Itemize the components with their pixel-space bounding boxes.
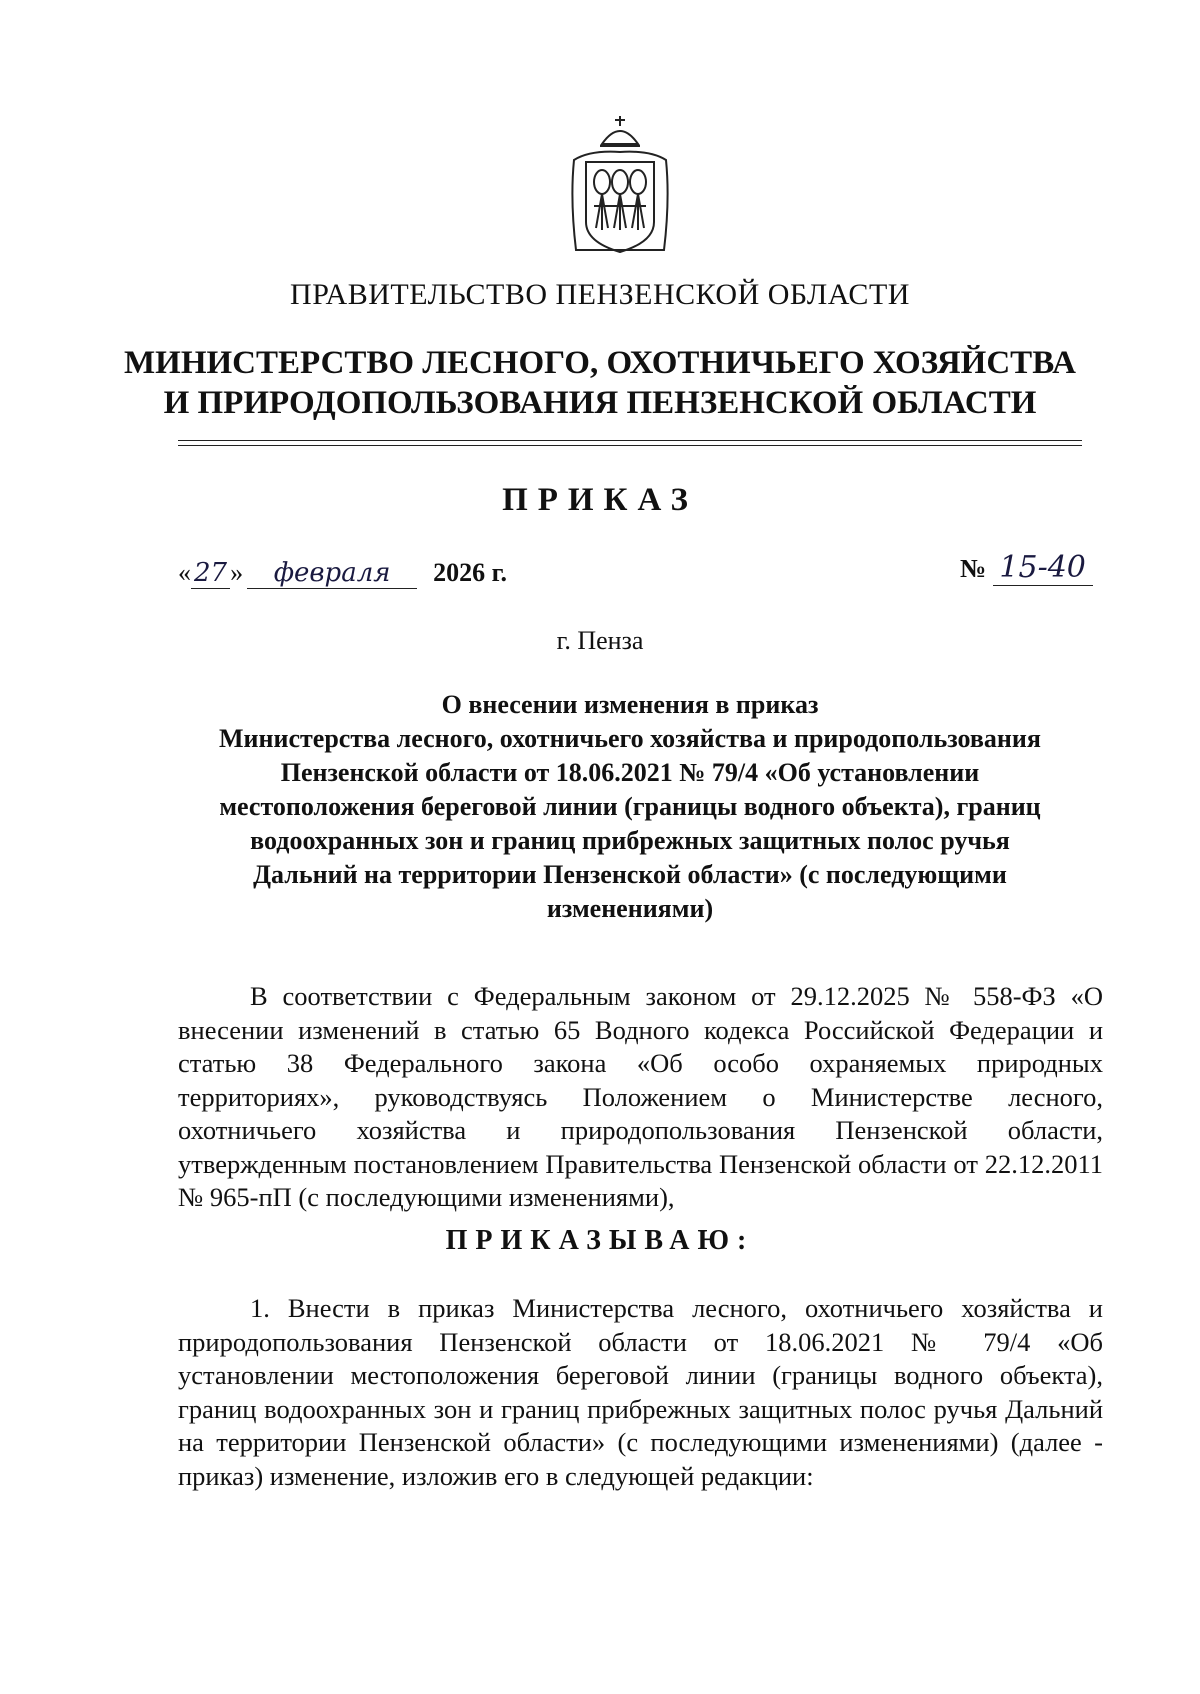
- order-title: ПРИКАЗ: [502, 482, 698, 518]
- date-open-quote: «: [178, 558, 191, 587]
- order-number: [960, 550, 1093, 586]
- number-value: 15-40: [993, 550, 1093, 586]
- ministry-name-line: И ПРИРОДОПОЛЬЗОВАНИЯ ПЕНЗЕНСКОЙ ОБЛАСТИ: [163, 385, 1037, 421]
- ministry-name-line: МИНИСТЕРСТВО ЛЕСНОГО, ОХОТНИЧЬЕГО ХОЗЯЙСТВА: [124, 345, 1076, 381]
- city: г. Пенза: [556, 626, 644, 655]
- government-name: ПРАВИТЕЛЬСТВО ПЕНЗЕНСКОЙ ОБЛАСТИ: [290, 278, 910, 311]
- number-label: №: [960, 554, 987, 583]
- preamble: [178, 980, 1103, 1215]
- order-item: 1. Внести в приказ Министерства лесного, охотничьего хозяйства и природопользования Пензенской области от 18.06.2021 № 79/4 «Об установлении местоположения береговой линии (границы водного объекта), границ водоохранных зон и границ прибрежных защитных полос ручья Дальний на территории Пензенской области» (с последующими изменениями) (далее - приказ) изменение, изложив его в следующей редакции:: [178, 1293, 1103, 1491]
- order-date: [178, 558, 507, 589]
- order-subject: [170, 688, 1090, 926]
- date-close-quote: »: [230, 558, 244, 587]
- preamble-text: В соответствии с Федеральным законом от 29.12.2025 № 558-ФЗ «О внесении изменений в статью 65 Водного кодекса Российской Федерации и статью 38 Федерального закона «Об особо охраняемых природных территориях», руководствуясь Положением о Министерстве лесного, охотничьего хозяйства и природопользования Пензенской области, утвержденным постановлением Правительства Пензенской области от 22.12.2011 № 965-пП (с последующими изменениями),: [178, 981, 1103, 1212]
- decree-word: ПРИКАЗЫВАЮ:: [445, 1225, 755, 1256]
- subject-line: изменениями): [546, 894, 714, 923]
- date-year: 2026 г.: [433, 558, 507, 587]
- subject-line: Министерства лесного, охотничьего хозяйства и природопользования: [219, 724, 1041, 753]
- subject-line: водоохранных зон и границ прибрежных защитных полос ручья: [250, 826, 1010, 855]
- subject-line: Дальний на территории Пензенской области» (с последующими: [253, 860, 1007, 889]
- coat-of-arms-icon: [560, 110, 680, 260]
- subject-line: местоположения береговой линии (границы водного объекта), границ: [219, 792, 1041, 821]
- date-day: 27: [191, 558, 230, 589]
- order-items: [178, 1292, 1103, 1493]
- date-month: февраля: [247, 558, 417, 589]
- header-divider: [178, 445, 1082, 446]
- ministry-name: [0, 343, 1200, 423]
- subject-line: О внесении изменения в приказ: [441, 690, 819, 719]
- subject-line: Пензенской области от 18.06.2021 № 79/4 «Об установлении: [280, 758, 980, 787]
- header-divider: [178, 440, 1082, 441]
